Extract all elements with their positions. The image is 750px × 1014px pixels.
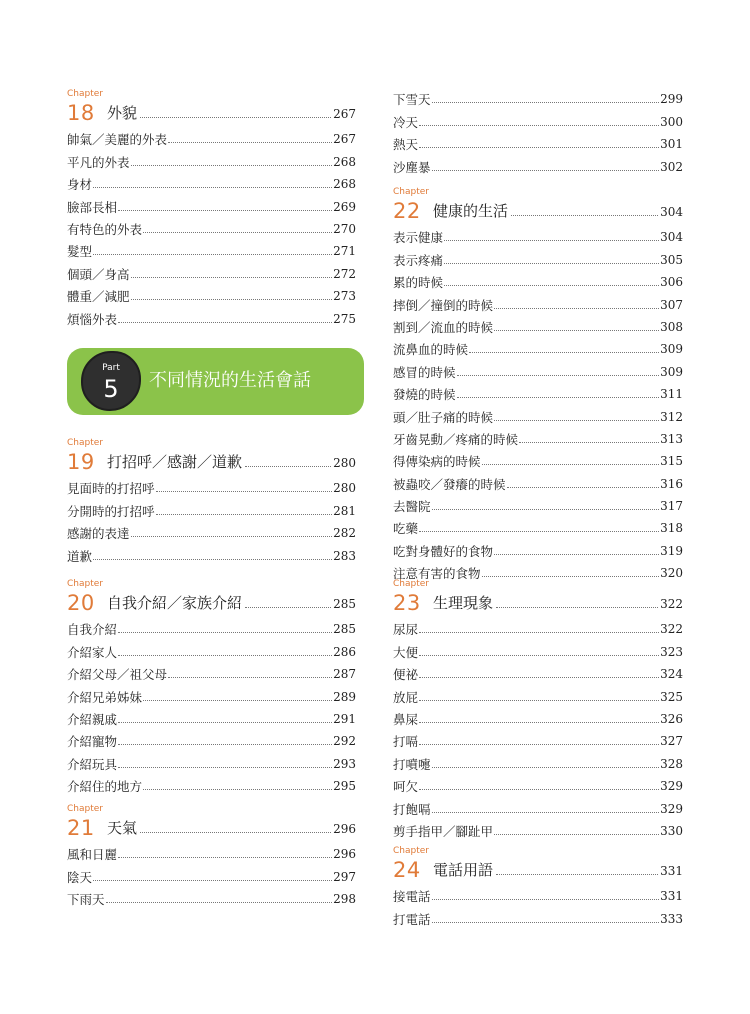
toc-entry[interactable] — [393, 403, 683, 425]
toc-entry[interactable] — [393, 269, 683, 291]
entry-text: 吃對身體好的食物 — [393, 543, 494, 559]
toc-entry[interactable] — [67, 305, 356, 327]
dot-leader — [482, 464, 660, 465]
entry-text: 感冒的時候 — [393, 364, 456, 380]
dot-leader — [494, 330, 659, 331]
entry-page: 293 — [333, 756, 356, 771]
toc-entry[interactable] — [67, 773, 356, 795]
entry-text: 介紹家人 — [67, 644, 118, 660]
entry-text: 介紹玩具 — [67, 756, 118, 772]
chapter-number: 18 — [67, 101, 95, 125]
dot-leader — [419, 677, 659, 678]
entry-page: 281 — [333, 503, 356, 518]
entry-page: 270 — [333, 221, 356, 236]
dot-leader — [419, 531, 659, 532]
dot-leader — [494, 834, 659, 835]
part-label: Part — [102, 363, 120, 373]
dot-leader — [245, 466, 331, 467]
dot-leader — [93, 559, 332, 560]
chapter-title: 外貌 — [107, 104, 138, 122]
dot-leader — [118, 857, 332, 858]
chapter-label: Chapter — [67, 438, 103, 448]
dot-leader — [432, 812, 660, 813]
entry-page: 285 — [333, 622, 356, 637]
chapter-18[interactable] — [67, 89, 356, 328]
entry-text: 鼻屎 — [393, 711, 419, 727]
dot-leader — [419, 147, 659, 148]
dot-leader — [131, 277, 333, 278]
entry-text: 平凡的外表 — [67, 154, 130, 170]
entry-page: 295 — [333, 779, 356, 794]
dot-leader — [131, 165, 333, 166]
toc-entry[interactable] — [393, 153, 683, 175]
entry-text: 冷天 — [393, 114, 419, 130]
chapter-heading — [393, 857, 683, 881]
dot-leader — [432, 767, 660, 768]
chapter-number: 20 — [67, 591, 95, 615]
dot-leader — [469, 352, 659, 353]
entry-text: 呵欠 — [393, 779, 419, 795]
chapter-page: 296 — [333, 822, 356, 836]
toc-entry[interactable] — [67, 728, 356, 750]
dot-leader — [457, 397, 660, 398]
entry-text: 下雨天 — [67, 892, 105, 908]
chapter-title: 健康的生活 — [433, 202, 509, 220]
toc-entry[interactable] — [393, 616, 683, 638]
toc-entry[interactable] — [67, 283, 356, 305]
entry-text: 陰天 — [67, 869, 93, 885]
dot-leader — [419, 700, 659, 701]
dot-leader — [118, 655, 332, 656]
chapter-label: Chapter — [67, 579, 103, 589]
dot-leader — [245, 607, 331, 608]
continued-entries — [393, 86, 683, 176]
chapter-22[interactable] — [393, 187, 683, 582]
chapter-page: 280 — [333, 456, 356, 470]
chapter-20[interactable] — [67, 579, 356, 795]
entry-page: 282 — [333, 526, 356, 541]
entry-text: 便祕 — [393, 667, 419, 683]
toc-entry[interactable] — [67, 886, 356, 908]
entry-text: 表示健康 — [393, 230, 444, 246]
entry-page: 311 — [660, 387, 683, 402]
chapter-title: 打招呼／感謝／道歉 — [107, 453, 243, 471]
entry-page: 324 — [660, 667, 683, 682]
chapter-label: Chapter — [393, 579, 429, 589]
chapter-heading — [393, 198, 683, 222]
dot-leader — [118, 322, 332, 323]
toc-entry[interactable] — [393, 750, 683, 772]
entry-text: 累的時候 — [393, 275, 444, 291]
entry-page: 271 — [333, 244, 356, 259]
entry-text: 自我介紹 — [67, 622, 118, 638]
toc-entry[interactable] — [393, 883, 683, 905]
entry-text: 打嗝 — [393, 734, 419, 750]
entry-page: 268 — [333, 154, 356, 169]
entry-text: 摔倒／撞倒的時候 — [393, 297, 494, 313]
chapter-label: Chapter — [393, 187, 429, 197]
entry-page: 329 — [660, 801, 683, 816]
entry-text: 表示疼痛 — [393, 252, 444, 268]
entry-page: 308 — [660, 319, 683, 334]
entry-text: 感謝的表達 — [67, 526, 130, 542]
entry-text: 介紹父母／祖父母 — [67, 667, 168, 683]
entry-page: 301 — [660, 137, 683, 152]
dot-leader — [432, 899, 660, 900]
chapter-24[interactable] — [393, 846, 683, 928]
toc-entry[interactable] — [67, 475, 356, 497]
chapter-page: 322 — [660, 597, 683, 611]
part-badge — [81, 351, 141, 411]
chapter-title: 生理現象 — [433, 594, 494, 612]
entry-page: 283 — [333, 548, 356, 563]
entry-page: 269 — [333, 199, 356, 214]
entry-page: 313 — [660, 431, 683, 446]
dot-leader — [496, 874, 658, 875]
toc-entry[interactable] — [67, 520, 356, 542]
dot-leader — [118, 767, 332, 768]
dot-leader — [143, 700, 332, 701]
dot-leader — [496, 607, 658, 608]
entry-text: 流鼻血的時候 — [393, 342, 469, 358]
entry-page: 328 — [660, 756, 683, 771]
dot-leader — [143, 232, 332, 233]
part-banner[interactable] — [67, 348, 364, 415]
toc-entry[interactable] — [67, 841, 356, 863]
dot-leader — [168, 142, 332, 143]
dot-leader — [444, 263, 659, 264]
entry-page: 292 — [333, 734, 356, 749]
entry-page: 322 — [660, 622, 683, 637]
entry-page: 326 — [660, 711, 683, 726]
chapter-page: 331 — [660, 864, 683, 878]
dot-leader — [93, 880, 332, 881]
entry-page: 297 — [333, 869, 356, 884]
entry-text: 介紹住的地方 — [67, 779, 143, 795]
toc-entry[interactable] — [67, 683, 356, 705]
part-title: 不同情況的生活會話 — [149, 370, 311, 391]
entry-page: 302 — [660, 159, 683, 174]
entry-text: 大便 — [393, 644, 419, 660]
dot-leader — [444, 285, 659, 286]
entry-page: 298 — [333, 892, 356, 907]
chapter-title: 電話用語 — [433, 861, 494, 879]
entry-text: 放屁 — [393, 689, 419, 705]
entry-page: 331 — [660, 889, 683, 904]
entry-text: 頭／肚子痛的時候 — [393, 409, 494, 425]
dot-leader — [419, 744, 659, 745]
toc-entry[interactable] — [393, 448, 683, 470]
dot-leader — [444, 240, 659, 241]
toc-entry[interactable] — [67, 638, 356, 660]
chapter-number: 23 — [393, 591, 421, 615]
toc-entry[interactable] — [393, 336, 683, 358]
toc-entry[interactable] — [67, 750, 356, 772]
chapter-21[interactable] — [67, 804, 356, 908]
entry-text: 下雪天 — [393, 92, 431, 108]
toc-entry[interactable] — [67, 616, 356, 638]
entry-text: 有特色的外表 — [67, 221, 143, 237]
toc-entry[interactable] — [393, 108, 683, 130]
entry-page: 323 — [660, 644, 683, 659]
entry-text: 得傳染病的時候 — [393, 454, 481, 470]
toc-entry[interactable] — [67, 706, 356, 728]
entry-text: 接電話 — [393, 889, 431, 905]
entry-text: 臉部長相 — [67, 199, 118, 215]
entry-page: 325 — [660, 689, 683, 704]
dot-leader — [482, 576, 660, 577]
entry-text: 被蟲咬／發癢的時候 — [393, 476, 506, 492]
entry-text: 帥氣／美麗的外表 — [67, 132, 168, 148]
toc-entry[interactable] — [393, 537, 683, 559]
toc-entry[interactable] — [393, 818, 683, 840]
toc-entry[interactable] — [393, 515, 683, 537]
toc-entry[interactable] — [67, 216, 356, 238]
entry-text: 身材 — [67, 177, 93, 193]
entry-page: 296 — [333, 847, 356, 862]
dot-leader — [106, 902, 333, 903]
entry-page: 267 — [333, 132, 356, 147]
dot-leader — [419, 655, 659, 656]
toc-entry[interactable] — [67, 148, 356, 170]
chapter-heading — [67, 449, 356, 473]
toc-entry[interactable] — [393, 246, 683, 268]
entry-page: 309 — [660, 364, 683, 379]
dot-leader — [143, 789, 332, 790]
entry-text: 打電話 — [393, 911, 431, 927]
entry-text: 熱天 — [393, 137, 419, 153]
toc-entry[interactable] — [393, 638, 683, 660]
dot-leader — [432, 102, 660, 103]
chapter-title: 天氣 — [107, 819, 138, 837]
toc-entry[interactable] — [393, 905, 683, 927]
chapter-23[interactable] — [393, 579, 683, 840]
entry-text: 割到／流血的時候 — [393, 319, 494, 335]
entry-page: 330 — [660, 823, 683, 838]
chapter-heading — [67, 590, 356, 614]
entry-page: 327 — [660, 734, 683, 749]
toc-entry[interactable] — [393, 224, 683, 246]
entry-text: 分開時的打招呼 — [67, 503, 155, 519]
toc-entry[interactable] — [67, 260, 356, 282]
dot-leader — [419, 125, 659, 126]
entry-page: 329 — [660, 779, 683, 794]
chapter-number: 22 — [393, 199, 421, 223]
entry-page: 305 — [660, 252, 683, 267]
entry-text: 尿尿 — [393, 622, 419, 638]
dot-leader — [494, 308, 659, 309]
chapter-19[interactable] — [67, 438, 356, 565]
toc-entry[interactable] — [393, 131, 683, 153]
chapter-page: 304 — [660, 205, 683, 219]
entry-page: 286 — [333, 644, 356, 659]
toc-entry[interactable] — [393, 358, 683, 380]
dot-leader — [156, 491, 333, 492]
entry-page: 291 — [333, 711, 356, 726]
dot-leader — [156, 514, 333, 515]
dot-leader — [131, 299, 333, 300]
toc-entry[interactable] — [67, 497, 356, 519]
toc-entry[interactable] — [67, 542, 356, 564]
entry-page: 307 — [660, 297, 683, 312]
entry-text: 發燒的時候 — [393, 387, 456, 403]
chapter-label: Chapter — [67, 804, 103, 814]
entry-page: 320 — [660, 566, 683, 581]
entry-text: 道歉 — [67, 548, 93, 564]
chapter-title: 自我介紹／家族介紹 — [107, 594, 243, 612]
entry-page: 318 — [660, 521, 683, 536]
entry-page: 333 — [660, 911, 683, 926]
entry-page: 306 — [660, 275, 683, 290]
entry-page: 268 — [333, 177, 356, 192]
toc-entry[interactable] — [393, 728, 683, 750]
toc-entry[interactable] — [67, 126, 356, 148]
entry-page: 275 — [333, 311, 356, 326]
dot-leader — [140, 832, 331, 833]
dot-leader — [457, 375, 660, 376]
dot-leader — [93, 254, 332, 255]
chapter-label: Chapter — [393, 846, 429, 856]
chapter-number: 21 — [67, 816, 95, 840]
chapter-page: 267 — [333, 107, 356, 121]
toc-entry[interactable] — [67, 661, 356, 683]
entry-page: 315 — [660, 454, 683, 469]
dot-leader — [494, 420, 659, 421]
entry-text: 吃藥 — [393, 521, 419, 537]
dot-leader — [140, 117, 331, 118]
dot-leader — [432, 509, 660, 510]
entry-text: 注意有害的食物 — [393, 566, 481, 582]
entry-text: 個頭／身高 — [67, 266, 130, 282]
chapter-heading — [67, 815, 356, 839]
entry-text: 牙齒晃動／疼痛的時候 — [393, 431, 519, 447]
dot-leader — [168, 677, 332, 678]
entry-text: 見面時的打招呼 — [67, 481, 155, 497]
chapter-heading — [393, 590, 683, 614]
chapter-number: 19 — [67, 450, 95, 474]
entry-page: 300 — [660, 114, 683, 129]
toc-entry[interactable] — [393, 795, 683, 817]
toc-entry[interactable] — [393, 314, 683, 336]
toc-entry[interactable] — [393, 493, 683, 515]
toc-entry[interactable] — [67, 863, 356, 885]
dot-leader — [519, 442, 659, 443]
dot-leader — [432, 170, 660, 171]
entry-page: 316 — [660, 476, 683, 491]
entry-text: 介紹親戚 — [67, 711, 118, 727]
chapter-heading — [67, 100, 356, 124]
toc-entry[interactable] — [393, 426, 683, 448]
dot-leader — [118, 744, 332, 745]
dot-leader — [118, 722, 332, 723]
dot-leader — [507, 487, 660, 488]
toc-entry[interactable] — [393, 470, 683, 492]
toc-entry[interactable] — [393, 661, 683, 683]
toc-entry[interactable] — [67, 171, 356, 193]
entry-text: 打飽嗝 — [393, 801, 431, 817]
chapter-label: Chapter — [67, 89, 103, 99]
entry-text: 打噴嚏 — [393, 756, 431, 772]
toc-entry[interactable] — [393, 706, 683, 728]
entry-page: 289 — [333, 689, 356, 704]
dot-leader — [419, 632, 659, 633]
entry-page: 272 — [333, 266, 356, 281]
entry-page: 273 — [333, 289, 356, 304]
entry-text: 體重／減肥 — [67, 289, 130, 305]
toc-entry[interactable] — [67, 238, 356, 260]
entry-text: 去醫院 — [393, 499, 431, 515]
entry-text: 髮型 — [67, 244, 93, 260]
entry-page: 309 — [660, 342, 683, 357]
entry-page: 287 — [333, 667, 356, 682]
toc-entry[interactable] — [393, 683, 683, 705]
chapter-page: 285 — [333, 597, 356, 611]
dot-leader — [118, 632, 332, 633]
toc-entry[interactable] — [393, 86, 683, 108]
entry-page: 280 — [333, 481, 356, 496]
toc-entry[interactable] — [393, 773, 683, 795]
dot-leader — [419, 722, 659, 723]
entry-text: 沙塵暴 — [393, 159, 431, 175]
entry-page: 299 — [660, 92, 683, 107]
toc-entry[interactable] — [393, 291, 683, 313]
entry-page: 317 — [660, 499, 683, 514]
entry-text: 介紹寵物 — [67, 734, 118, 750]
entry-page: 312 — [660, 409, 683, 424]
entry-text: 風和日麗 — [67, 847, 118, 863]
dot-leader — [118, 210, 332, 211]
entry-text: 剪手指甲／腳趾甲 — [393, 823, 494, 839]
dot-leader — [131, 536, 333, 537]
entry-page: 319 — [660, 543, 683, 558]
part-number: 5 — [103, 375, 119, 403]
dot-leader — [432, 922, 660, 923]
entry-text: 介紹兄弟姊妹 — [67, 689, 143, 705]
chapter-number: 24 — [393, 858, 421, 882]
entry-text: 煩惱外表 — [67, 311, 118, 327]
dot-leader — [419, 789, 659, 790]
dot-leader — [494, 554, 659, 555]
toc-entry[interactable] — [67, 193, 356, 215]
toc-entry[interactable] — [393, 381, 683, 403]
entry-page: 304 — [660, 230, 683, 245]
dot-leader — [93, 187, 332, 188]
dot-leader — [511, 215, 658, 216]
